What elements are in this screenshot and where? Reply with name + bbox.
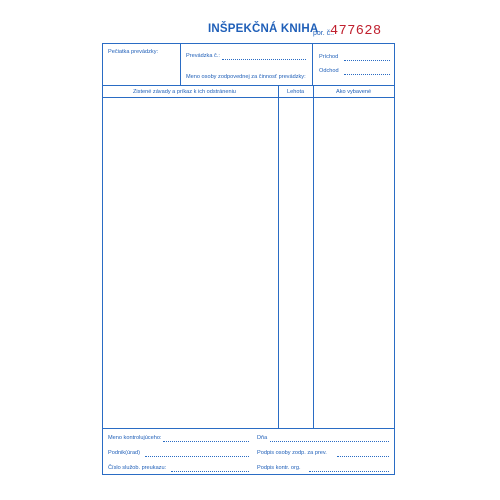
inspector-name-label: Meno kontrolujúceho: bbox=[108, 435, 162, 441]
responsible-signature-label: Podpis osoby zodp. za prev. bbox=[257, 450, 327, 456]
inspector-signature-label: Podpis kontr. org. bbox=[257, 465, 301, 471]
time-column-divider bbox=[312, 44, 313, 86]
company-field[interactable] bbox=[145, 456, 249, 457]
column-header-resolution: Ako vybavené bbox=[336, 89, 372, 95]
serial-label: por. č.: bbox=[313, 30, 335, 37]
responsible-persons-label: Meno osoby zodpovednej za činnosť prevádzky: bbox=[186, 74, 306, 80]
inspector-signature-field[interactable] bbox=[309, 471, 389, 472]
arrival-field[interactable] bbox=[344, 60, 390, 61]
resolution-area[interactable] bbox=[315, 99, 393, 428]
departure-label: Odchod bbox=[319, 68, 339, 74]
date-label: Dňa bbox=[257, 435, 268, 441]
page-title: INŠPEKČNÁ KNIHA bbox=[208, 23, 319, 35]
column-header-defects: Zistené závady a príkaz k ich odstráneniu bbox=[133, 89, 236, 95]
serial-number: 477628 bbox=[330, 24, 382, 39]
footer-divider bbox=[103, 428, 394, 429]
arrival-label: Príchod bbox=[319, 54, 339, 60]
column-header-deadline: Lehota bbox=[287, 89, 305, 95]
id-card-label: Číslo služob. preukazu: bbox=[108, 465, 167, 471]
inspection-form bbox=[102, 43, 395, 475]
date-field[interactable] bbox=[270, 441, 389, 442]
defects-area[interactable] bbox=[104, 99, 277, 428]
inspector-name-field[interactable] bbox=[163, 441, 249, 442]
id-card-field[interactable] bbox=[171, 471, 249, 472]
departure-field[interactable] bbox=[344, 74, 390, 75]
top-section-divider bbox=[103, 85, 394, 86]
responsible-signature-field[interactable] bbox=[337, 456, 389, 457]
stamp-column-divider bbox=[180, 44, 181, 86]
establishment-field[interactable] bbox=[222, 59, 306, 60]
table-header-divider bbox=[103, 97, 394, 98]
defects-column-divider bbox=[278, 86, 279, 429]
company-label: Podnik(úrad) bbox=[108, 450, 141, 456]
deadline-column-divider bbox=[313, 86, 314, 429]
establishment-label: Prevádzka č.: bbox=[186, 53, 220, 59]
stamp-label: Pečiatka prevádzky: bbox=[108, 49, 159, 55]
deadline-area[interactable] bbox=[280, 99, 312, 428]
